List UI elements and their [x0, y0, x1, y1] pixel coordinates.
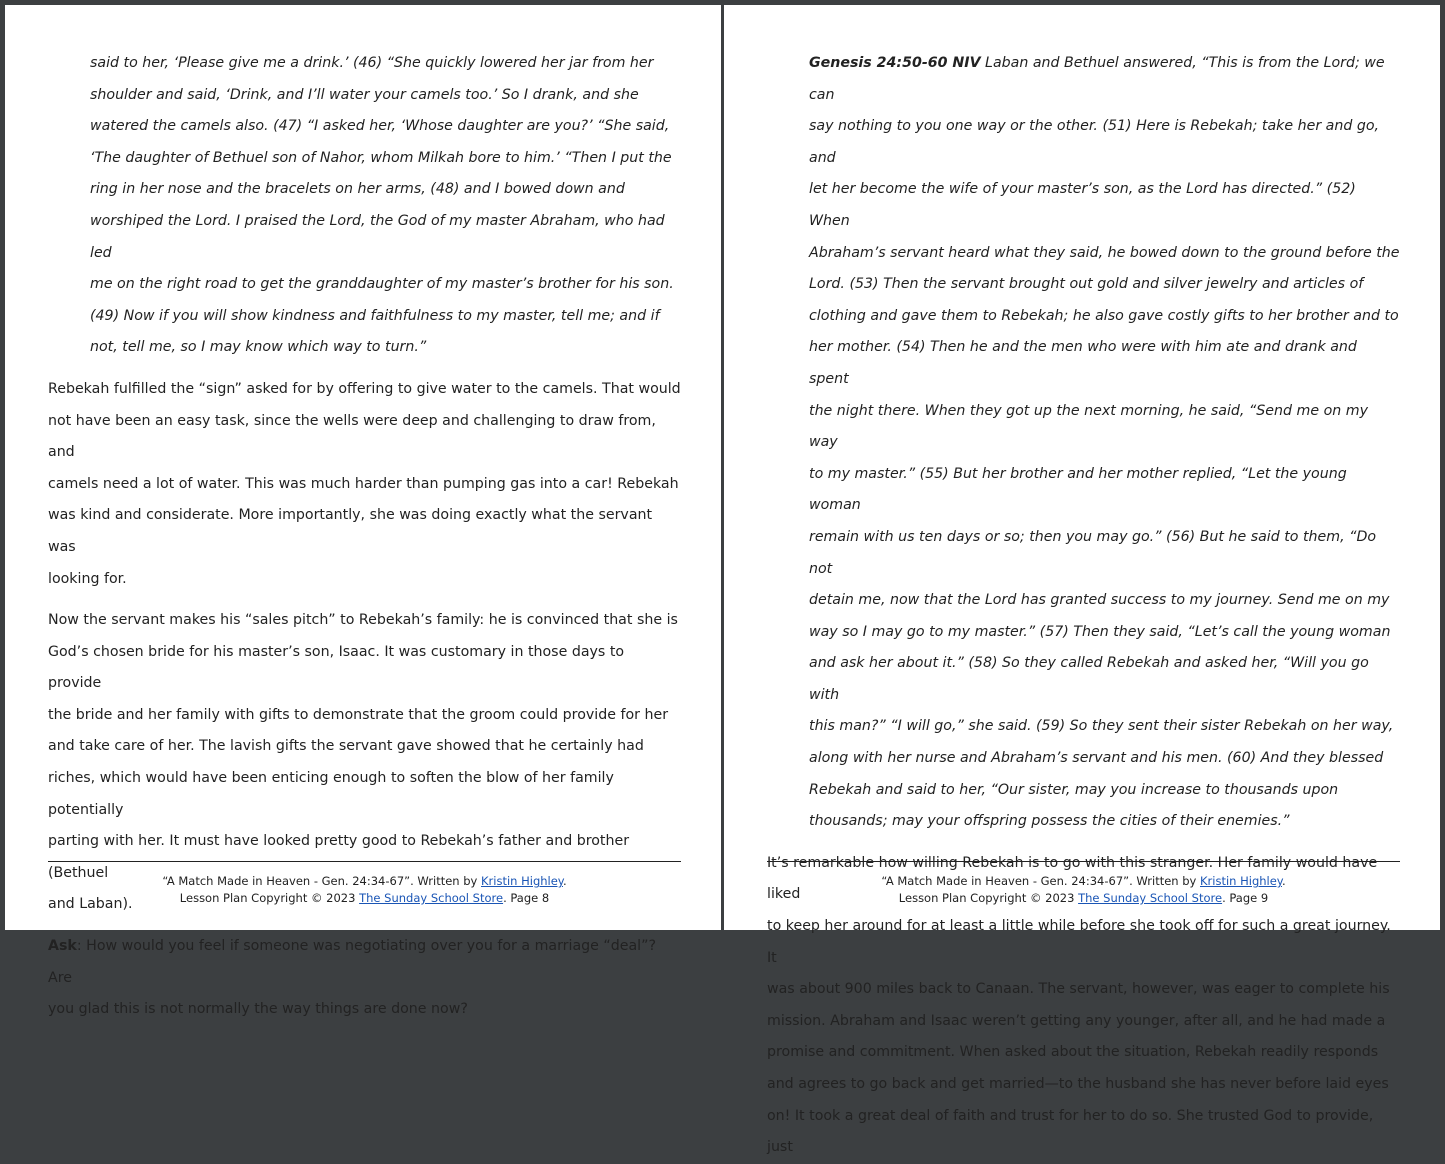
quote-line: along with her nurse and Abraham’s servant and his men. (60) And they blessed: [809, 750, 1384, 767]
quote-line: and ask her about it.” (58) So they called Rebekah and asked her, “Will you go with: [809, 655, 1369, 703]
quote-line: remain with us ten days or so; then you may go.” (56) But he said to them, “Do not: [809, 528, 1377, 577]
footer-title: “A Match Made in Heaven - Gen. 24:34-67”. Written by: [162, 874, 481, 888]
text-line: Now the servant makes his “sales pitch” to Rebekah’s family: he is convinced that she is: [48, 612, 678, 629]
quote-line: her mother. (54) Then he and the men who were with him ate and drank and spent: [809, 339, 1357, 387]
store-link[interactable]: The Sunday School Store: [1078, 891, 1223, 905]
quote-line: (49) Now if you will show kindness and faithfulness to my master, tell me; and if: [90, 307, 660, 324]
quote-line: this man?” “I will go,” she said. (59) So they sent their sister Rebekah on her way,: [809, 718, 1394, 735]
text-line: you glad this is not normally the way things are done now?: [48, 1001, 468, 1018]
text-line: and Laban).: [48, 896, 133, 913]
ask-text: : How would you feel if someone was negotiating over you for a marriage “deal”? Are: [48, 938, 656, 986]
text-line: God’s chosen bride for his master’s son, Isaac. It was customary in those days to provide: [48, 643, 625, 692]
footer-line-2: [767, 890, 1400, 907]
quote-line: say nothing to you one way or the other. (51) Here is Rebekah; take her and go, and: [809, 118, 1380, 166]
text-line: riches, which would have been enticing enough to soften the blow of her family potentially: [48, 770, 614, 818]
text-line: and agrees to go back and get married—to the husband she has never before laid eyes: [767, 1076, 1389, 1092]
text-line: It’s remarkable how willing Rebekah is to go with this stranger. Her family would have liked: [767, 854, 1378, 903]
footer-punct: .: [1281, 874, 1286, 888]
quote-line: [809, 48, 1400, 111]
text-line: not have been an easy task, since the wells were deep and challenging to draw from, and: [48, 412, 656, 461]
quote-line: said to her, ‘Please give me a drink.’ (46) “She quickly lowered her jar from her: [90, 55, 654, 71]
page-number: . Page 9: [1222, 891, 1269, 905]
quote-line: shoulder and said, ‘Drink, and I’ll water your camels too.’ So I drank, and she: [90, 86, 639, 103]
quote-line: Rebekah and said to her, “Our sister, may you increase to thousands upon: [809, 781, 1339, 798]
ask-label: Ask: [48, 938, 77, 955]
page-9-body: [767, 48, 1400, 1164]
footer-divider: [767, 861, 1400, 862]
text-line: parting with her. It must have looked pretty good to Rebekah’s father and brother (Bethuel: [48, 833, 630, 881]
quote-line: let her become the wife of your master’s son, as the Lord has directed.” (52) When: [809, 181, 1356, 229]
quote-line: thousands; may your offspring possess the cities of their enemies.”: [809, 813, 1290, 830]
page-footer: [767, 873, 1400, 907]
quote-line: ‘The daughter of Bethuel son of Nahor, whom Milkah bore to him.’ “Then I put the: [90, 149, 672, 166]
document-page-8: [5, 5, 721, 1018]
text-line: on! It took a great deal of faith and trust for her to do so. She trusted God to provide, just: [767, 1107, 1374, 1156]
footer-punct: .: [562, 874, 567, 888]
footer-title: “A Match Made in Heaven - Gen. 24:34-67”. Written by: [881, 874, 1200, 888]
author-link[interactable]: Kristin Highley: [1200, 874, 1282, 888]
text-line: [48, 931, 681, 994]
paragraph-ask: [48, 931, 681, 1026]
quote-line: watered the camels also. (47) “I asked her, ‘Whose daughter are you?’ “She said,: [90, 118, 670, 135]
author-link[interactable]: Kristin Highley: [481, 874, 563, 888]
text-line: looking for.: [48, 570, 127, 587]
text-line: mission. Abraham and Isaac weren’t getting any younger, after all, and he had made a: [767, 1012, 1386, 1029]
quote-line: Abraham’s servant heard what they said, he bowed down to the ground before the: [809, 244, 1400, 261]
footer-line-2: [48, 890, 681, 907]
quote-line: me on the right road to get the granddaughter of my master’s brother for his son.: [90, 276, 674, 293]
footer-copyright: Lesson Plan Copyright © 2023: [898, 891, 1079, 905]
scripture-quote-genesis: [767, 48, 1400, 838]
text-line: to keep her around for at least a little while before she took off for such a great journey. It: [767, 918, 1391, 966]
text-line: Rebekah fulfilled the “sign” asked for by offering to give water to the camels. That would: [48, 380, 681, 397]
text-line: camels need a lot of water. This was much harder than pumping gas into a car! Rebekah: [48, 475, 679, 492]
text-line: the bride and her family with gifts to demonstrate that the groom could provide for her: [48, 706, 669, 723]
quote-line: ring in her nose and the bracelets on her arms, (48) and I bowed down and: [90, 181, 625, 198]
quote-line: worshiped the Lord. I praised the Lord, the God of my master Abraham, who had led: [90, 212, 665, 261]
footer-line-1: [48, 873, 681, 890]
page-number: . Page 8: [503, 891, 550, 905]
quote-line: Lord. (53) Then the servant brought out gold and silver jewelry and articles of: [809, 276, 1364, 293]
footer-line-1: [767, 873, 1400, 890]
quote-line: clothing and gave them to Rebekah; he also gave costly gifts to her brother and to: [809, 307, 1399, 324]
text-line: was about 900 miles back to Canaan. The servant, however, was eager to complete his: [767, 981, 1390, 998]
scripture-reference: Genesis 24:50-60 NIV: [809, 55, 981, 71]
footer-divider: [48, 861, 681, 862]
text-line: was kind and considerate. More importantly, she was doing exactly what the servant was: [48, 507, 653, 555]
quote-line: detain me, now that the Lord has granted success to my journey. Send me on my: [809, 592, 1390, 609]
quote-text: Laban and Bethuel answered, “This is from the Lord; we can: [809, 55, 1385, 103]
quote-line: the night there. When they got up the next morning, he said, “Send me on my way: [809, 402, 1368, 451]
document-page-9: [724, 5, 1440, 1156]
text-line: and take care of her. The lavish gifts the servant gave showed that he certainly had: [48, 738, 644, 755]
scripture-quote-continued: [48, 48, 681, 364]
text-line: promise and commitment. When asked about the situation, Rebekah readily responds: [767, 1044, 1379, 1061]
store-link[interactable]: The Sunday School Store: [359, 891, 504, 905]
footer-copyright: Lesson Plan Copyright © 2023: [179, 891, 360, 905]
quote-line: to my master.” (55) But her brother and her mother replied, “Let the young woman: [809, 465, 1347, 514]
quote-line: way so I may go to my master.” (57) Then they said, “Let’s call the young woman: [809, 623, 1391, 640]
quote-line: not, tell me, so I may know which way to turn.”: [90, 339, 427, 356]
paragraph-rebekah-sign: [48, 374, 681, 595]
page-footer: [48, 873, 681, 907]
